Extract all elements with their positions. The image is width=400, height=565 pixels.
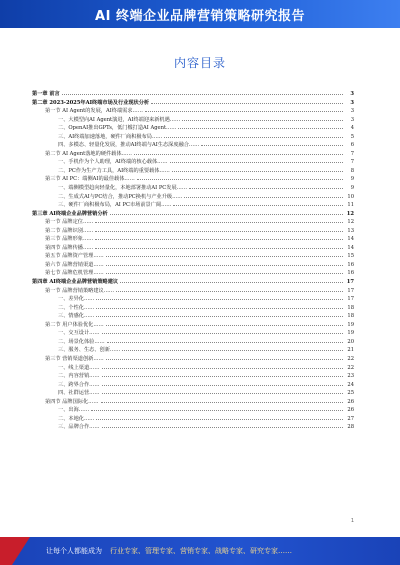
table-of-contents [32, 86, 354, 431]
toc-entry-label: 一、端侧模型趋向轻量化，本地部署推动AI PC发展…… [58, 185, 188, 192]
toc-entry-page: 22 [347, 364, 354, 371]
toc-entry-label: 四、多模态、轻量化发展，推动AI终端与AI生态深度融合…… [58, 142, 200, 149]
toc-entry-label: 一、线上渠道…… [58, 364, 100, 371]
toc-entry-label: 第一节 品牌营销策略建议…… [45, 287, 115, 294]
toc-entry-label: 第五节 品牌资产管理…… [45, 253, 104, 260]
toc-entry-page: 4 [350, 125, 354, 132]
toc-entry-page: 10 [347, 193, 354, 200]
toc-entry-label: 第二节 用户体验优化…… [45, 321, 104, 328]
toc-entry-label: 第一节 品牌定位…… [45, 219, 94, 226]
toc-entry-page: 28 [347, 424, 354, 431]
toc-entry-label: 一、手机作为个人助理，AI终端的核心载体…… [58, 159, 168, 166]
toc-entry-page: 20 [347, 338, 354, 345]
toc-entry-label: 第三节 品牌形象…… [45, 236, 94, 243]
toc-heading: 内容目录 [173, 56, 226, 70]
toc-entry-label: 二、个性化…… [58, 304, 95, 311]
toc-entry-page: 8 [350, 167, 354, 174]
toc-entry-page: 27 [347, 415, 354, 422]
toc-entry-page: 9 [350, 185, 354, 192]
toc-entry-page: 5 [350, 133, 354, 140]
toc-entry-page: 19 [347, 321, 354, 328]
toc-entry-page: 13 [347, 227, 354, 234]
toc-entry-page: 12 [346, 210, 354, 217]
toc-entry-label: 第四章 AI终端企业品牌营销策略建议 [32, 279, 119, 286]
toc-entry-label: 三、硬件厂商积极布局，AI PC市场前景广阔…… [58, 202, 172, 209]
toc-entry-page: 21 [347, 347, 354, 354]
toc-entry-label: 三、跨界合作…… [58, 381, 100, 388]
toc-entry-page: 16 [347, 261, 354, 268]
toc-entry-label: 一、差异化…… [58, 296, 95, 303]
toc-entry-label: 一、大模型向AI Agent演进，AI终端迎来新机遇…… [58, 116, 181, 123]
toc-entry-label: 第二节 品牌识别…… [45, 227, 94, 234]
toc-entry[interactable] [32, 95, 354, 104]
toc-entry-page: 16 [347, 270, 354, 277]
toc-entry-page: 17 [347, 296, 354, 303]
toc-entry-page: 14 [347, 244, 354, 251]
footer-tagline: 让每个人都能成为 [46, 547, 102, 555]
toc-entry-page: 6 [350, 142, 354, 149]
toc-entry-label: 第七节 品牌危机管理…… [45, 270, 104, 277]
toc-entry-label: 一、出海…… [58, 407, 90, 414]
toc-entry-page: 17 [347, 287, 354, 294]
toc-entry-label: 第三节 营销渠道创新…… [45, 355, 104, 362]
footer-services: 行业专家、管理专家、营销专家、战略专家、研究专家…… [110, 547, 292, 555]
toc-entry-label: 二、内容营销…… [58, 373, 100, 380]
toc-entry-label: 第三章 AI终端企业品牌营销分析 [32, 210, 108, 217]
toc-entry-label: 二、本地化…… [58, 415, 95, 422]
toc-entry-page: 9 [350, 176, 354, 183]
toc-entry-label: 二、PC作为生产力工具，AI终端的重要载体…… [58, 167, 170, 174]
toc-entry-page: 14 [347, 236, 354, 243]
toc-entry-page: 23 [347, 373, 354, 380]
report-title: AI 终端企业品牌营销策略研究报告 [95, 8, 305, 24]
toc-entry-label: 第一节 AI Agent的发展，AI终端需求…… [45, 108, 143, 115]
toc-entry-page: 26 [347, 407, 354, 414]
report-header-bar [0, 0, 400, 28]
toc-entry-label: 第一章 前言 [32, 91, 60, 97]
toc-entry-page: 7 [350, 159, 354, 166]
toc-dot-leader [102, 419, 343, 428]
toc-entry-page: 22 [347, 355, 354, 362]
page-number: 1 [350, 518, 354, 524]
toc-entry-label: 第二节 AI Agent落地的硬件载体…… [45, 150, 132, 157]
toc-entry-page: 3 [350, 116, 354, 123]
toc-entry-page: 25 [347, 390, 354, 397]
toc-entry-page: 3 [350, 99, 354, 106]
toc-entry-label: 第六节 品牌营销渠道…… [45, 261, 104, 268]
toc-entry-page: 7 [350, 150, 354, 157]
toc-entry-page: 3 [350, 91, 354, 97]
toc-entry-label: 四、社群运营…… [58, 390, 100, 397]
toc-entry-label: 第二章 2023-2025年AI终端市场及行业现状分析 [32, 99, 150, 106]
footer-bar [0, 537, 400, 565]
toc-entry-page: 18 [347, 313, 354, 320]
toc-entry-label: 二、生成式AI与PC结合，推动PC换机与产业升级…… [58, 193, 183, 200]
toc-entry-label: 第三节 AI PC：端侧AI的最佳载体…… [45, 176, 135, 183]
toc-entry-page: 11 [347, 202, 354, 209]
toc-entry-page: 19 [347, 330, 354, 337]
toc-entry-label: 三、AI终端加速落地，硬件厂商积极布局…… [58, 133, 163, 140]
toc-entry-label: 三、情感化…… [58, 313, 95, 320]
toc-entry-label: 二、OpenAI推出GPTs，低门槛打造AI Agent…… [58, 125, 177, 132]
toc-entry-page: 15 [347, 253, 354, 260]
toc-entry-label: 第四节 品牌传播…… [45, 244, 94, 251]
toc-entry-page: 17 [346, 279, 354, 286]
toc-entry-page: 26 [347, 398, 354, 405]
toc-entry-label: 一、交互设计…… [58, 330, 100, 337]
toc-entry[interactable] [32, 86, 354, 95]
toc-entry-label: 三、品牌合作…… [58, 424, 100, 431]
toc-entry-page: 12 [347, 219, 354, 226]
toc-entry-label: 二、场景化体验…… [58, 338, 105, 345]
footer-accent-shape [0, 537, 30, 565]
toc-entry-page: 3 [350, 108, 354, 115]
toc-entry-page: 24 [347, 381, 354, 388]
toc-entry-label: 第四节 品牌国际化…… [45, 398, 99, 405]
toc-entry-label: 三、服务、生态、创新…… [58, 347, 121, 354]
toc-entry-page: 18 [347, 304, 354, 311]
